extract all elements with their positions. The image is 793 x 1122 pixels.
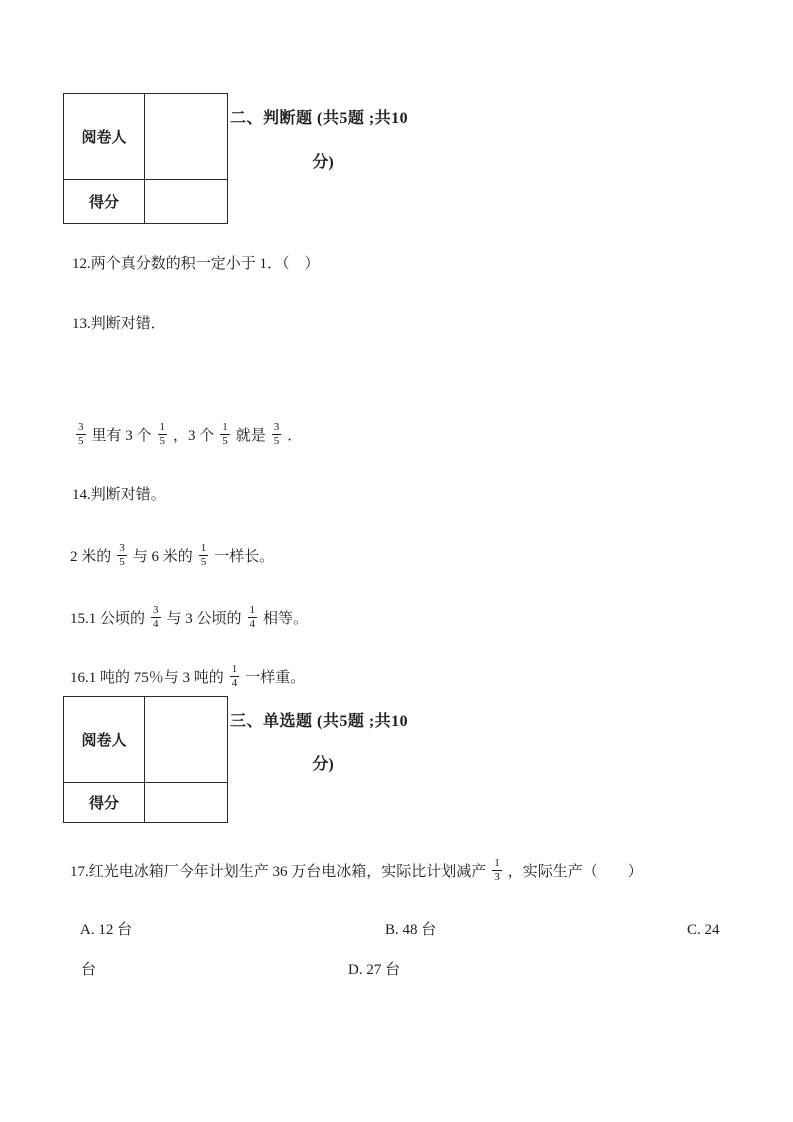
option-d: D. 27 台: [348, 962, 401, 978]
reviewer-label: 阅卷人: [64, 697, 145, 783]
statement-text: 2 米的: [70, 548, 112, 565]
question-15: [70, 601, 308, 633]
score-blank-cell: [145, 783, 227, 822]
fraction-numerator: 1: [222, 420, 228, 433]
fraction-numerator: 3: [119, 541, 125, 554]
question-13-statement: [70, 418, 302, 450]
fraction-3-4: [151, 604, 161, 630]
fraction-1-4: [248, 604, 258, 630]
grader-table-section3: [63, 696, 228, 823]
section2-title-line2: 分): [312, 154, 334, 171]
option-b: B. 48 台: [385, 922, 437, 938]
reviewer-blank-cell: [145, 697, 227, 783]
section2-title-line1: 二、判断题 (共5题 ;共10: [230, 110, 409, 127]
question-12: 12.两个真分数的积一定小于 1．（ ）: [72, 256, 320, 272]
reviewer-label: 阅卷人: [64, 94, 145, 180]
question-17: [70, 854, 643, 886]
fraction-1-5: [158, 421, 168, 447]
option-c-part1: C. 24: [687, 922, 720, 938]
fraction-denominator: 4: [153, 617, 159, 630]
score-blank-cell: [145, 180, 227, 223]
fraction-denominator: 4: [249, 617, 256, 630]
score-label: 得分: [64, 783, 145, 822]
fraction-denominator: 4: [231, 676, 238, 689]
fraction-numerator: 3: [153, 603, 159, 616]
fraction-numerator: 1: [249, 603, 256, 616]
fraction-3-5: [272, 421, 282, 447]
statement-text: 里有 3 个: [91, 427, 152, 444]
fraction-numerator: 1: [200, 541, 207, 554]
fraction-1-5: [220, 421, 230, 447]
section3-title-line1: 三、单选题 (共5题 ;共10: [230, 713, 409, 730]
section3-title-line2: 分): [312, 756, 334, 773]
option-c-part2: 台: [81, 962, 97, 978]
statement-text: ，3 个: [173, 427, 215, 444]
statement-text: ，实际生产（ ）: [507, 863, 643, 880]
statement-text: 相等。: [263, 610, 309, 627]
fraction-1-4: [230, 663, 240, 689]
option-a: A. 12 台: [80, 922, 133, 938]
fraction-denominator: 5: [200, 555, 207, 568]
fraction-denominator: 5: [273, 434, 280, 447]
grader-table-section2: [63, 93, 228, 224]
fraction-numerator: 1: [231, 662, 238, 675]
statement-text: 16.1 吨的 75％与 3 吨的: [70, 669, 224, 686]
question-13-label: 13.判断对错．: [72, 316, 166, 332]
statement-text: ．: [287, 427, 303, 444]
statement-text: 就是: [235, 427, 266, 444]
statement-text: 一样长。: [214, 548, 275, 565]
statement-text: 与 3 公顷的: [166, 610, 242, 627]
score-label: 得分: [64, 180, 145, 223]
fraction-denominator: 5: [222, 434, 228, 447]
fraction-numerator: 3: [273, 420, 280, 433]
fraction-1-3: [492, 857, 502, 883]
fraction-denominator: 5: [78, 434, 84, 447]
question-14-statement: [70, 539, 274, 571]
reviewer-blank-cell: [145, 94, 227, 180]
fraction-denominator: 3: [494, 870, 500, 883]
fraction-1-5: [199, 542, 209, 568]
fraction-denominator: 5: [159, 434, 166, 447]
fraction-numerator: 1: [159, 420, 166, 433]
statement-text: 15.1 公顷的: [70, 610, 146, 627]
question-14-label: 14.判断对错。: [72, 487, 166, 503]
fraction-3-5: [117, 542, 127, 568]
fraction-denominator: 5: [119, 555, 125, 568]
statement-text: 一样重。: [245, 669, 306, 686]
question-16: [70, 660, 305, 692]
statement-text: 与 6 米的: [132, 548, 193, 565]
fraction-numerator: 3: [78, 420, 84, 433]
fraction-numerator: 1: [494, 856, 500, 869]
fraction-3-5: [76, 421, 86, 447]
statement-text: 17.红光电冰箱厂今年计划生产 36 万台电冰箱，实际比计划减产: [70, 863, 487, 880]
